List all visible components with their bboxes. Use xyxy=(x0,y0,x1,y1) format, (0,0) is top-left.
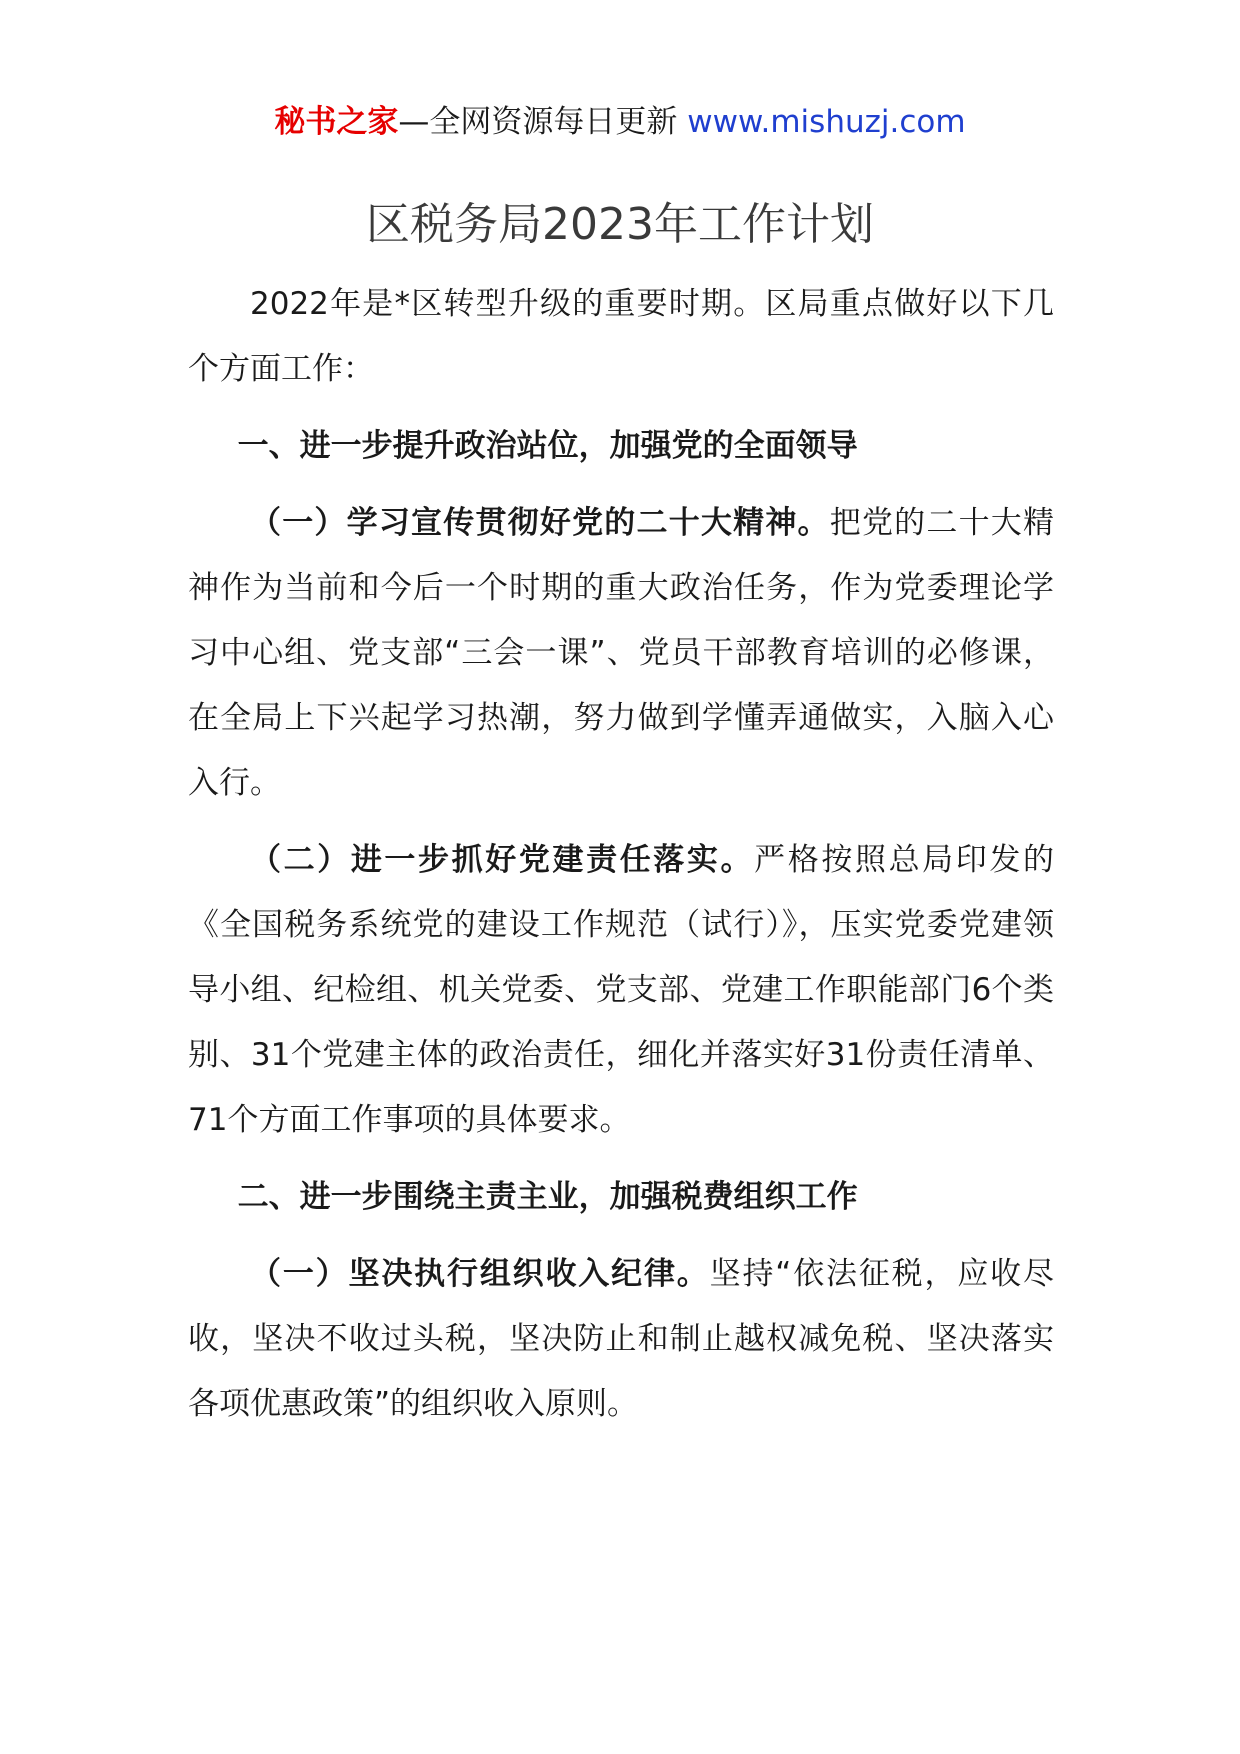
banner-slogan: —全网资源每日更新 xyxy=(398,104,688,140)
intro-paragraph: 2022年是*区转型升级的重要时期。区局重点做好以下几个方面工作： xyxy=(188,286,1054,387)
section-1-item-1 xyxy=(188,491,1054,816)
section-1-item-2 xyxy=(188,828,1054,1153)
item-text: 把党的二十大精神作为当前和今后一个时期的重大政治任务，作为党委理论学习中心组、党支部“三会一课”、党员干部教育培训的必修课，在全局上下兴起学习热潮，努力做到学懂弄通做实，入脑入心入行。 xyxy=(188,505,1054,801)
item-lead: （一）坚决执行组织收入纪律。 xyxy=(250,1256,710,1292)
document-body xyxy=(188,272,1054,1437)
document-title: 区税务局2023年工作计划 xyxy=(366,199,874,250)
item-lead: （二）进一步抓好党建责任落实。 xyxy=(250,842,755,878)
item-text: 严格按照总局印发的《全国税务系统党的建设工作规范（试行）》，压实党委党建领导小组、纪检组、机关党委、党支部、党建工作职能部门6个类别、31个党建主体的政治责任，细化并落实好31份责任清单、71个方面工作事项的具体要求。 xyxy=(188,842,1055,1138)
section-2-heading: 二、进一步围绕主责主业，加强税费组织工作 xyxy=(237,1179,858,1215)
section-2-item-1 xyxy=(188,1242,1054,1437)
item-lead: （一）学习宣传贯彻好党的二十大精神。 xyxy=(250,505,830,541)
section-1-heading: 一、进一步提升政治站位，加强党的全面领导 xyxy=(237,428,858,464)
banner-brand: 秘书之家 xyxy=(274,104,399,140)
banner-url-link[interactable]: www.mishuzj.com xyxy=(687,104,966,140)
item-text: 坚持“依法征税，应收尽收，坚决不收过头税，坚决防止和制止越权减免税、坚决落实各项优惠政策”的组织收入原则。 xyxy=(188,1256,1055,1422)
site-banner xyxy=(0,100,1240,144)
